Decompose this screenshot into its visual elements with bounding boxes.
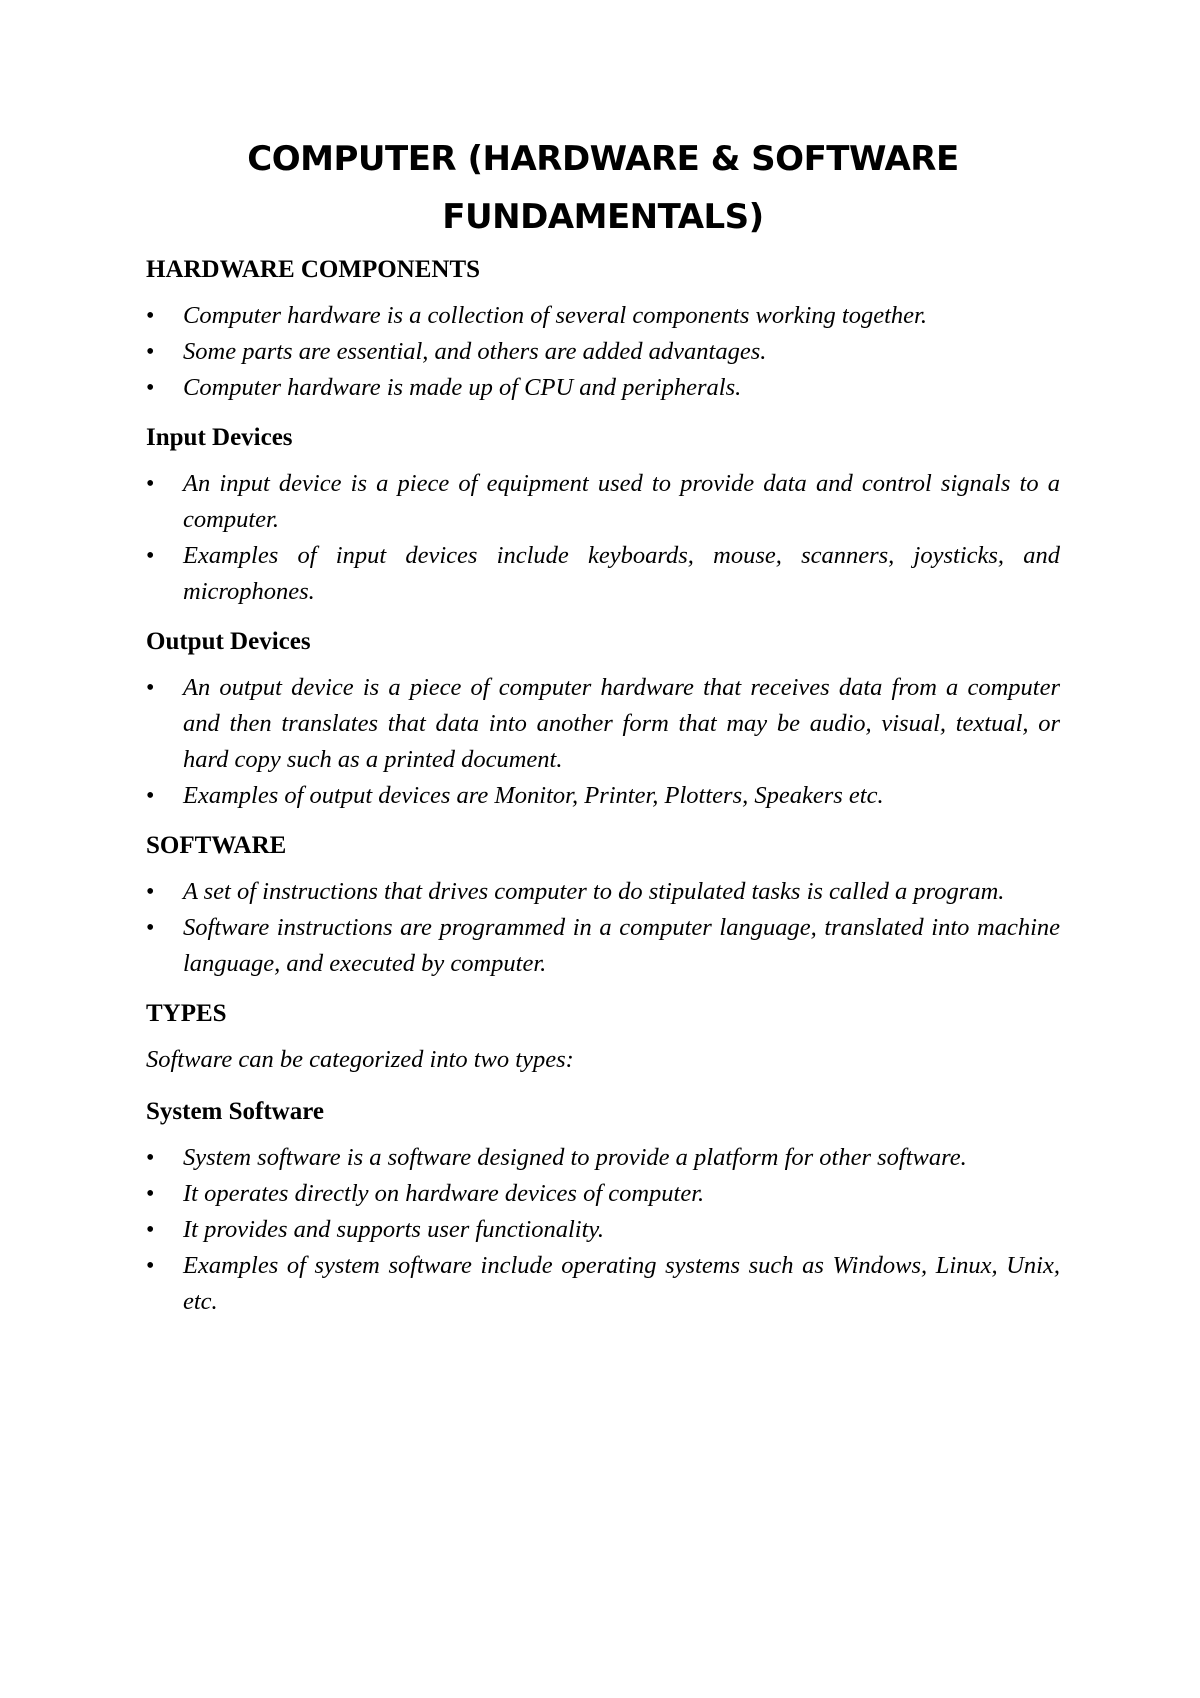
list-item: • An input device is a piece of equipment used to provide data and control signals to a computer. [146, 466, 1060, 538]
list-item: • Some parts are essential, and others are added advantages. [146, 334, 1060, 370]
software-list [146, 874, 1060, 982]
list-item: • System software is a software designed to provide a platform for other software. [146, 1140, 1060, 1176]
system-software-list [146, 1140, 1060, 1320]
list-item: • An output device is a piece of computer hardware that receives data from a computer and then translates that data into another form that may be audio, visual, textual, or hard copy such as a printed document. [146, 670, 1060, 778]
list-item: • Examples of system software include operating systems such as Windows, Linux, Unix, etc. [146, 1248, 1060, 1320]
list-item: • Software instructions are programmed in a computer language, translated into machine language, and executed by computer. [146, 910, 1060, 982]
list-item: • Examples of input devices include keyboards, mouse, scanners, joysticks, and microphones. [146, 538, 1060, 610]
heading-hardware-components: HARDWARE COMPONENTS [146, 256, 481, 283]
document-page [146, 130, 1060, 1334]
output-devices-list [146, 670, 1060, 814]
heading-input-devices: Input Devices [146, 424, 293, 451]
heading-software: SOFTWARE [146, 832, 287, 859]
heading-output-devices: Output Devices [146, 628, 311, 655]
heading-types: TYPES [146, 1000, 227, 1027]
list-item: • Computer hardware is a collection of several components working together. [146, 298, 1060, 334]
input-devices-list [146, 466, 1060, 610]
list-item: • It provides and supports user functionality. [146, 1212, 1060, 1248]
list-item: • It operates directly on hardware devices of computer. [146, 1176, 1060, 1212]
hardware-list [146, 298, 1060, 406]
document-title: COMPUTER (HARDWARE & SOFTWARE FUNDAMENTALS) [247, 139, 959, 237]
list-item: • Examples of output devices are Monitor, Printer, Plotters, Speakers etc. [146, 778, 1060, 814]
list-item: • A set of instructions that drives computer to do stipulated tasks is called a program. [146, 874, 1060, 910]
heading-system-software: System Software [146, 1098, 324, 1125]
list-item: • Computer hardware is made up of CPU and peripherals. [146, 370, 1060, 406]
types-intro: Software can be categorized into two types: [146, 1046, 574, 1073]
